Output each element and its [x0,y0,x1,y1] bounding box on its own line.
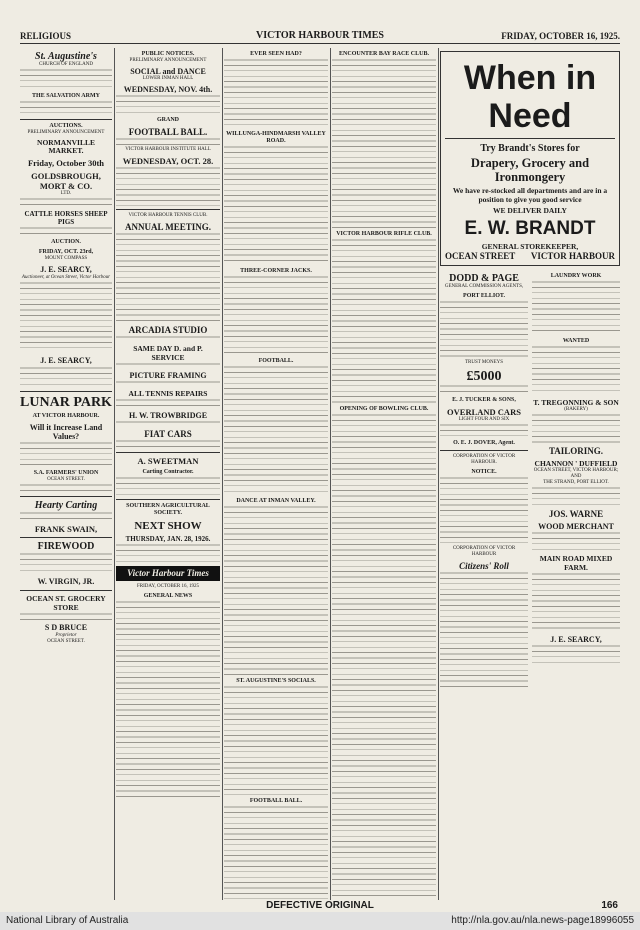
wed-nov-heading: WEDNESDAY, NOV. 4th. [123,85,213,94]
wanted-heading: WANTED [562,338,590,344]
body-text [20,226,112,236]
column-5 [440,48,620,900]
subcolumn-right [532,270,620,691]
auctions-heading: AUCTIONS. [49,123,83,129]
body-text [532,486,620,506]
body-text [116,166,220,206]
body-text [440,423,528,437]
tennis-club-label: VICTOR HARBOUR TENNIS CLUB. [128,213,208,218]
body-text [116,420,220,426]
augustine-socials-heading: ST. AUGUSTINE'S SOCIALS. [236,678,316,684]
subcolumn-left [440,270,528,691]
framing-heading: PICTURE FRAMING [129,371,207,380]
livestock-heading: CATTLE HORSES SHEEP PIGS [24,210,108,226]
body-text [532,531,620,551]
times-date: FRIDAY, OCTOBER 16, 1925 [136,584,199,589]
body-text [20,366,112,388]
strand-label: THE STRAND, PORT ELLIOT. [543,480,609,485]
ironmongery-heading: Ironmongery [494,170,566,184]
prelim-heading: PRELIMINARY ANNOUNCEMENT [129,58,207,63]
body-text [20,511,112,521]
bakery-label: (BAKERY) [564,407,588,412]
citizens-roll-heading: Citizens' Roll [459,561,509,571]
body-text [332,413,436,900]
auction-heading: AUCTION. [51,239,81,245]
viewer-bottom-bar [0,912,640,930]
trowbridge-heading: H. W. TROWBRIDGE [128,411,208,420]
lunar-park-heading: LUNAR PARK [20,395,112,410]
body-text [20,197,112,207]
and-label: AND [570,474,582,479]
body-text [116,137,220,147]
institute-label: VICTOR HARBOUR INSTITUTE HALL [125,147,211,152]
arcadia-heading: ARCADIA STUDIO [128,325,208,335]
body-text [532,413,620,443]
searcy-heading: J. E. SEARCY, [550,635,602,644]
race-club-heading: ENCOUNTER BAY RACE CLUB. [339,51,429,57]
bruce-heading: S D BRUCE [44,623,88,632]
carting-heading: Hearty Carting [34,500,98,511]
body-text [116,94,220,114]
searcy-heading: J. E. SEARCY, [40,265,92,274]
ltd-label: LTD. [60,191,72,196]
sweetman-heading: A. SWEETMAN [137,456,199,466]
ocean-street-label: OCEAN STREET. [47,477,85,482]
light-four-label: LIGHT FOUR AND SIX [458,417,510,422]
land-values-heading: Will it Increase Land Values? [29,423,103,441]
farmers-union-heading: S.A. FARMERS' UNION [33,470,99,476]
times-banner: Victor Harbour Times [116,566,220,581]
ocean-street-label-2: OCEAN STREET. [47,639,85,644]
money-amount: £5000 [466,369,502,384]
virgin-heading: W. VIRGIN, JR. [37,577,95,586]
lower-subcolumns [440,270,620,691]
church-heading: St. Augustine's [35,51,97,62]
column-rule [330,48,331,900]
show-date-heading: THURSDAY, JAN. 28, 1926. [125,535,211,543]
body-text [224,365,328,495]
port-elliot-label: PORT ELLIOT. [463,293,505,299]
body-text [20,68,112,90]
three-corner-heading: THREE-CORNER JACKS. [240,268,312,274]
grand-label: GRAND [157,117,179,123]
restocked-text: We have re-stocked all departments and are in a position to give you good service [452,186,608,204]
friday-heading: Friday, October 30th [27,158,105,168]
laundry-heading: LAUNDRY WORK [550,273,602,279]
trust-label: TRUST MONEYS [464,360,504,365]
body-text [20,281,112,353]
corporation-label-2: CORPORATION OF VICTOR HARBOUR [452,546,516,557]
same-day-heading: SAME DAY D. and P. SERVICE [133,344,203,362]
body-text [224,58,328,128]
wood-merchant-heading: WOOD MERCHANT [538,522,614,531]
overland-heading: OVERLAND CARS [447,407,521,417]
at-victor-harbour-heading: AT VICTOR HARBOUR. [32,413,100,419]
body-text [116,335,220,341]
public-notices-heading: PUBLIC NOTICES. [141,51,195,57]
body-text [332,238,436,403]
tregonning-heading: T. TREGONNING & SON [533,398,619,407]
column-rule [438,48,439,900]
tennis-repairs-heading: ALL TENNIS REPAIRS [128,389,208,398]
body-text [116,543,220,563]
body-text [116,439,220,449]
social-heading: SOCIAL and DANCE [130,67,206,76]
body-text [532,345,620,395]
body-text [20,483,112,493]
carting-contractor-label: Carting Contractor. [142,469,194,475]
body-text [224,505,328,675]
body-text [20,552,112,574]
football-heading: FOOTBALL. [258,358,294,364]
channon-heading: CHANNON ' DUFFIELD [534,459,618,468]
firewood-heading: FIREWOOD [37,541,95,552]
column-1 [20,48,112,900]
body-text [116,398,220,408]
dodd-subheading: GENERAL COMMISSION AGENTS, [444,284,524,289]
column-3 [224,48,328,900]
defective-original-label: DEFECTIVE ORIGINAL [266,900,374,911]
body-text [20,612,112,620]
body-text [532,280,620,335]
body-text [116,380,220,386]
ever-seen-heading: EVER SEEN HAD? [250,51,302,57]
dodd-heading: DODD & PAGE [449,273,519,284]
deliver-text: WE DELIVER DAILY [493,206,567,215]
try-brandts-heading: Try Brandt's Stores for [480,143,580,154]
friday-oct-heading: FRIDAY, OCT. 23rd, [38,249,94,255]
prelim-heading: PRELIMINARY ANNOUNCEMENT [27,130,105,135]
body-text [224,685,328,795]
body-text [224,145,328,265]
notice-heading: NOTICE. [471,469,497,475]
body-text [440,300,528,360]
column-rule [114,48,115,900]
column-4 [332,48,436,900]
southern-society-heading: SOUTHERN AGRICULTURAL SOCIETY. [126,503,210,516]
tucker-heading: E. J. TUCKER & SONS, [452,397,516,403]
willunga-heading: WILLUNGA-HINDMARSH VALLEY ROAD. [226,131,326,144]
body-text [440,476,528,546]
body-text [224,805,328,900]
brandt-address [445,251,615,262]
ocean-street-label: OCEAN STREET [445,251,516,261]
masthead [20,30,620,44]
proprietor-label: Proprietor [55,633,77,638]
body-text [116,476,220,496]
body-text [20,441,112,467]
page-url[interactable]: http://nla.gov.au/nla.news-page18996055 [451,915,634,926]
victor-harbour-label: VICTOR HARBOUR [530,251,615,261]
newspaper-title: VICTOR HARBOUR TIMES [256,30,384,41]
body-text [532,572,620,632]
channon-address: OCEAN STREET, VICTOR HARBOUR; [533,468,619,473]
church-subheading: CHURCH OF ENGLAND [39,62,93,67]
section-label: RELIGIOUS [20,31,72,41]
body-text [224,275,328,355]
corporation-label: CORPORATION OF VICTOR HARBOUR. [452,454,516,465]
wed-oct-heading: WEDNESDAY, OCT. 28. [122,156,214,166]
fiat-heading: FIAT CARS [144,429,192,439]
body-text [20,100,112,116]
mixed-farm-heading: MAIN ROAD MIXED FARM. [539,554,613,572]
football-ball-heading: FOOTBALL BALL. [128,127,208,137]
column-rule [222,48,223,900]
searcy-heading-2: J. E. SEARCY, [40,356,92,365]
general-news-heading: GENERAL NEWS [143,593,193,599]
body-text [332,58,436,228]
when-in-need-heading: When in Need [463,59,597,135]
body-text [116,232,220,322]
drapery-heading: Drapery, Grocery and [470,156,590,170]
page-number: 166 [601,900,618,911]
warne-heading: JOS. WARNE [548,509,604,519]
body-text [440,571,528,691]
storekeeper-label: GENERAL STOREKEEPER, [481,242,579,251]
column-2 [116,48,220,900]
body-text [440,384,528,394]
body-text [116,600,220,800]
grocery-heading: OCEAN ST. GROCERY STORE [26,594,106,612]
goldsbrough-heading: GOLDSBROUGH, MORT & CO. [31,171,101,191]
lower-inman-label: LOWER INMAN HALL [142,76,194,81]
next-show-heading: NEXT SHOW [134,520,202,532]
searcy-subheading: Auctioneer, at Ocean Street, Victor Harbour [21,275,111,280]
rifle-club-heading: VICTOR HARBOUR RIFLE CLUB. [336,231,432,237]
normanville-heading: NORMANVILLE MARKET. [37,138,95,155]
mount-compass-label: MOUNT COMPASS [44,256,88,261]
brandt-name: E. W. BRANDT [464,218,596,239]
brandt-advertisement [440,51,620,266]
annual-meeting-heading: ANNUAL MEETING. [124,222,211,232]
body-text [532,644,620,664]
football-ball-heading: FOOTBALL BALL. [249,798,303,804]
salvation-army-heading: THE SALVATION ARMY [32,93,100,99]
frank-swain-heading: FRANK SWAIN, [34,524,98,534]
library-credit: National Library of Australia [6,915,129,926]
dance-heading: DANCE AT INMAN VALLEY. [236,498,316,504]
issue-date: FRIDAY, OCTOBER 16, 1925. [501,31,620,41]
bowling-heading: OPENING OF BOWLING CLUB. [339,406,429,412]
dover-heading: O. E. J. DOVER, Agent. [453,440,515,446]
tailoring-heading: TAILORING. [548,446,604,456]
body-text [116,362,220,368]
